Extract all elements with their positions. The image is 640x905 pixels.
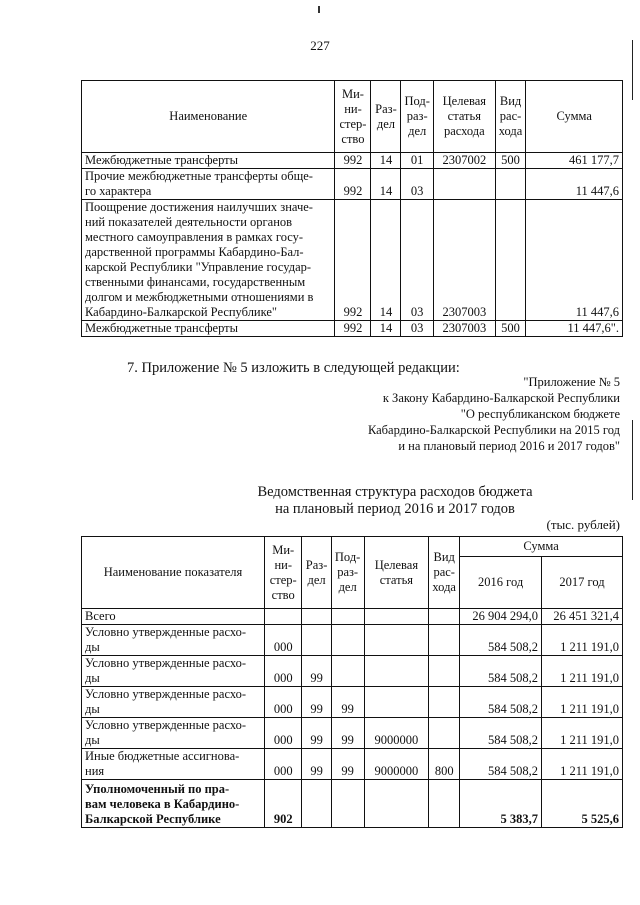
cell-type xyxy=(429,625,460,656)
cell-section: 99 xyxy=(302,687,331,718)
header-target: Целевая статья xyxy=(364,537,429,609)
cell-name: Условно утвержденные расхо- ды xyxy=(82,625,265,656)
header-subsection: Под- раз- дел xyxy=(331,537,364,609)
cell-subsection xyxy=(331,780,364,828)
cell-target xyxy=(364,609,429,625)
cell-type: 500 xyxy=(495,321,526,337)
table-row xyxy=(82,200,623,321)
cell-ministry: 992 xyxy=(335,153,371,169)
cell-subsection: 99 xyxy=(331,718,364,749)
cell-section xyxy=(302,625,331,656)
cell-subsection: 03 xyxy=(401,200,433,321)
paragraph-7: 7. Приложение № 5 изложить в следующей редакции: xyxy=(127,360,460,376)
cell-2016: 584 508,2 xyxy=(460,656,542,687)
cell-2017: 1 211 191,0 xyxy=(542,656,623,687)
cell-name: Всего xyxy=(82,609,265,625)
cell-section: 99 xyxy=(302,656,331,687)
header-sum: Сумма xyxy=(526,81,623,153)
cell-subsection xyxy=(331,609,364,625)
cell-target xyxy=(364,625,429,656)
cell-subsection xyxy=(331,625,364,656)
cell-ministry: 000 xyxy=(265,625,302,656)
cell-subsection: 03 xyxy=(401,321,433,337)
header-2017: 2017 год xyxy=(542,557,623,609)
table-row xyxy=(82,780,623,828)
cell-target: 2307002 xyxy=(433,153,495,169)
cell-type: 800 xyxy=(429,749,460,780)
table-row xyxy=(82,153,623,169)
cell-ministry: 000 xyxy=(265,749,302,780)
cell-target: 2307003 xyxy=(433,321,495,337)
cell-name: Межбюджетные трансферты xyxy=(82,153,335,169)
header-ministry: Ми- ни- стер- ство xyxy=(265,537,302,609)
cell-2017: 1 211 191,0 xyxy=(542,687,623,718)
cell-target xyxy=(364,687,429,718)
header-section: Раз- дел xyxy=(302,537,331,609)
cell-target xyxy=(433,169,495,200)
cell-ministry: 992 xyxy=(335,169,371,200)
units-label: (тыс. рублей) xyxy=(546,517,620,532)
cell-name: Поощрение достижения наилучших значе- ний показателей деятельности органов местного самоуправления в рамках госу- дарственной программы Кабардино-Бал- карской Республики "Управление государ- ственными финансами, государственным долгом и межбюджетными отношениями в Кабардино-Балкарской Республике" xyxy=(82,200,335,321)
cell-2016: 5 383,7 xyxy=(460,780,542,828)
table-row xyxy=(82,169,623,200)
cell-target: 9000000 xyxy=(364,749,429,780)
page-number: 227 xyxy=(310,38,330,53)
cell-type xyxy=(429,780,460,828)
cell-type xyxy=(429,609,460,625)
cell-subsection: 99 xyxy=(331,687,364,718)
table-header-row xyxy=(82,81,623,153)
cell-ministry: 992 xyxy=(335,321,371,337)
appendix-header: "Приложение № 5 к Закону Кабардино-Балкарской Республики "О республиканском бюджете Кабардино-Балкарской Республики на 2015 год и на плановый период 2016 и 2017 годов" xyxy=(367,375,620,453)
header-name: Наименование показателя xyxy=(82,537,265,609)
cell-type xyxy=(429,656,460,687)
cell-section xyxy=(302,609,331,625)
table-row xyxy=(82,749,623,780)
cell-subsection: 99 xyxy=(331,749,364,780)
table-row xyxy=(82,687,623,718)
cell-2016: 584 508,2 xyxy=(460,687,542,718)
cell-2017: 1 211 191,0 xyxy=(542,718,623,749)
cell-sum: 11 447,6". xyxy=(526,321,623,337)
cell-2016: 584 508,2 xyxy=(460,749,542,780)
cell-ministry xyxy=(265,609,302,625)
cell-section: 14 xyxy=(371,200,401,321)
cell-name: Иные бюджетные ассигнова- ния xyxy=(82,749,265,780)
cell-subsection xyxy=(331,656,364,687)
cell-section: 14 xyxy=(371,153,401,169)
cell-name: Межбюджетные трансферты xyxy=(82,321,335,337)
cell-section xyxy=(302,780,331,828)
cell-type xyxy=(429,687,460,718)
cell-name: Прочие межбюджетные трансферты обще- го характера xyxy=(82,169,335,200)
cell-sum: 11 447,6 xyxy=(526,169,623,200)
cell-sum: 461 177,7 xyxy=(526,153,623,169)
cell-ministry: 000 xyxy=(265,687,302,718)
table-row xyxy=(82,656,623,687)
table-row xyxy=(82,625,623,656)
header-sum: Сумма xyxy=(460,537,623,557)
cell-ministry: 000 xyxy=(265,718,302,749)
table-row xyxy=(82,321,623,337)
header-section: Раз- дел xyxy=(371,81,401,153)
cell-2016: 26 904 294,0 xyxy=(460,609,542,625)
cell-section: 14 xyxy=(371,321,401,337)
table-interbudget-transfers xyxy=(81,80,623,337)
cell-section: 14 xyxy=(371,169,401,200)
cell-2017: 1 211 191,0 xyxy=(542,749,623,780)
cell-target: 2307003 xyxy=(433,200,495,321)
cell-name: Уполномоченный по пра- вам человека в Кабардино- Балкарской Республике xyxy=(82,780,265,828)
cell-ministry: 992 xyxy=(335,200,371,321)
cell-section: 99 xyxy=(302,718,331,749)
header-type: Вид рас- хода xyxy=(429,537,460,609)
table-header-row xyxy=(82,537,623,557)
cell-type xyxy=(495,169,526,200)
cell-ministry: 902 xyxy=(265,780,302,828)
cell-target: 9000000 xyxy=(364,718,429,749)
table-departmental-structure xyxy=(81,536,623,828)
header-target: Целевая статья расхода xyxy=(433,81,495,153)
cell-ministry: 000 xyxy=(265,656,302,687)
scan-mark xyxy=(318,6,320,13)
cell-subsection: 01 xyxy=(401,153,433,169)
cell-name: Условно утвержденные расхо- ды xyxy=(82,718,265,749)
cell-sum: 11 447,6 xyxy=(526,200,623,321)
header-ministry: Ми- ни- стер- ство xyxy=(335,81,371,153)
header-2016: 2016 год xyxy=(460,557,542,609)
cell-2016: 584 508,2 xyxy=(460,625,542,656)
cell-2017: 26 451 321,4 xyxy=(542,609,623,625)
table-row xyxy=(82,609,623,625)
table-title: Ведомственная структура расходов бюджета на плановый период 2016 и 2017 годов xyxy=(257,484,533,517)
header-type: Вид рас- хода xyxy=(495,81,526,153)
cell-section: 99 xyxy=(302,749,331,780)
cell-2017: 1 211 191,0 xyxy=(542,625,623,656)
cell-2016: 584 508,2 xyxy=(460,718,542,749)
cell-2017: 5 525,6 xyxy=(542,780,623,828)
cell-name: Условно утвержденные расхо- ды xyxy=(82,656,265,687)
cell-subsection: 03 xyxy=(401,169,433,200)
cell-type: 500 xyxy=(495,153,526,169)
table-row xyxy=(82,718,623,749)
cell-target xyxy=(364,656,429,687)
header-subsection: Под- раз- дел xyxy=(401,81,433,153)
cell-name: Условно утвержденные расхо- ды xyxy=(82,687,265,718)
header-name: Наименование xyxy=(82,81,335,153)
cell-type xyxy=(495,200,526,321)
cell-type xyxy=(429,718,460,749)
cell-target xyxy=(364,780,429,828)
